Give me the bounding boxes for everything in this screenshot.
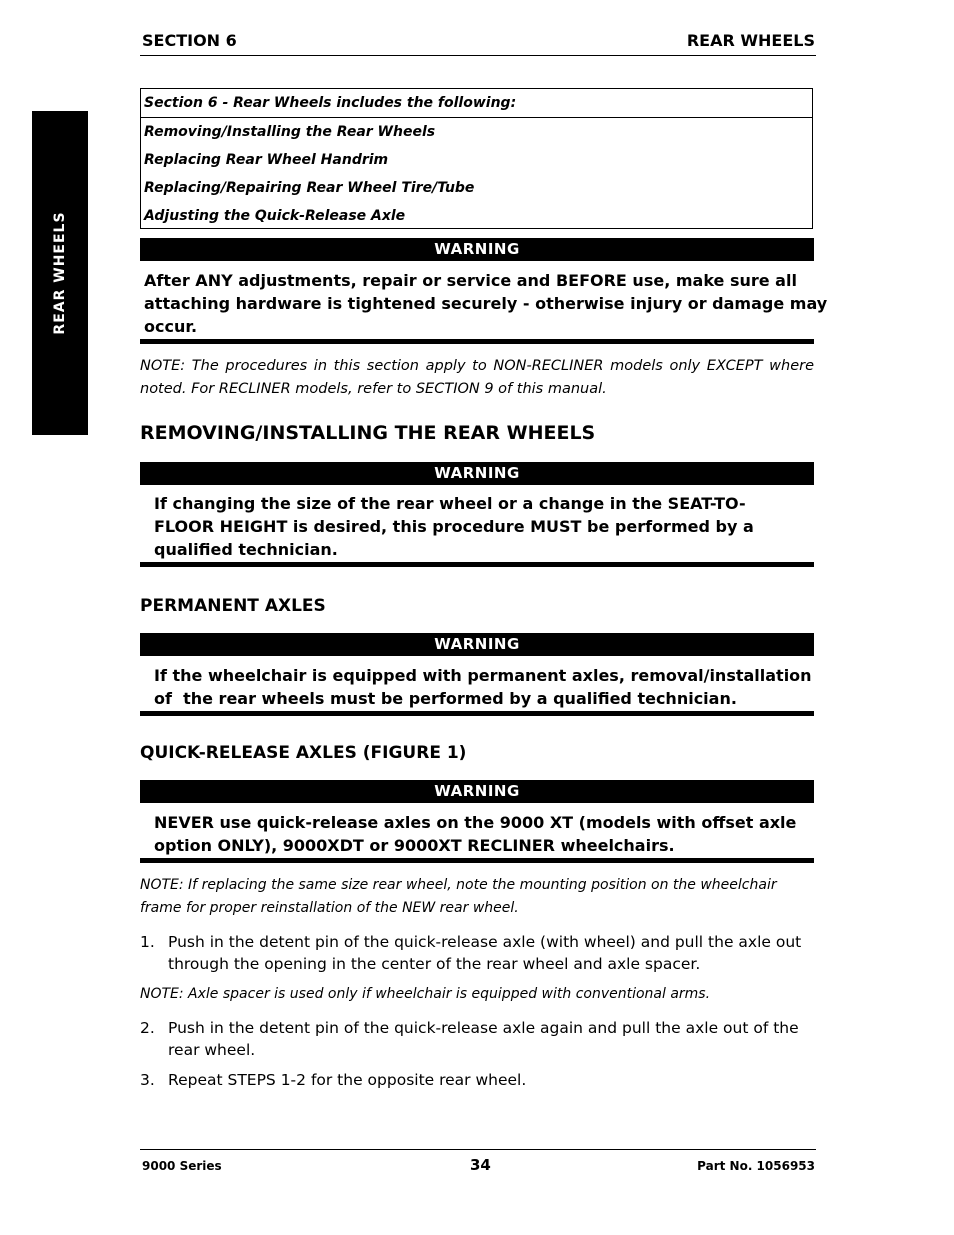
warning-banner: WARNING	[140, 462, 814, 485]
warning-banner: WARNING	[140, 780, 814, 803]
warning-line: occur.	[144, 317, 198, 336]
step-text: Repeat STEPS 1-2 for the opposite rear wheel.	[168, 1071, 527, 1089]
contents-item: Removing/Installing the Rear Wheels	[144, 124, 436, 140]
page-number: 34	[470, 1156, 491, 1174]
section-label: SECTION 6	[142, 31, 237, 50]
footer-series: 9000 Series	[142, 1159, 222, 1173]
subsection-heading: QUICK-RELEASE AXLES (FIGURE 1)	[140, 743, 467, 763]
note-text: NOTE: Axle spacer is used only if wheelchair is equipped with conventional arms.	[140, 986, 711, 1002]
footer-part-number: Part No. 1056953	[697, 1159, 815, 1173]
note-text: NOTE: The procedures in this section apply to NON-RECLINER models only EXCEPT where noted. For RECLINER models, refer to SECTION 9 of this manual.	[140, 358, 814, 397]
warning-line: option ONLY), 9000XDT or 9000XT RECLINER wheelchairs.	[154, 836, 675, 855]
side-tab-label: REAR WHEELS	[52, 211, 68, 335]
warning-line: attaching hardware is tightened securely - otherwise injury or damage may	[144, 294, 828, 313]
step-number: 2.	[140, 1019, 155, 1037]
warning-rule	[140, 562, 814, 567]
warning-line: NEVER use quick-release axles on the 9000 XT (models with offset axle	[154, 813, 797, 832]
side-tab	[32, 111, 88, 435]
warning-banner: WARNING	[140, 633, 814, 656]
warning-text	[154, 492, 754, 561]
warning-line: If changing the size of the rear wheel or a change in the SEAT-TO-	[154, 494, 746, 513]
contents-item: Replacing/Repairing Rear Wheel Tire/Tube	[144, 180, 475, 196]
section-contents-box	[140, 88, 813, 229]
step-text: Push in the detent pin of the quick-release axle again and pull the axle out of the rear wheel.	[168, 1019, 799, 1059]
warning-text	[144, 269, 827, 338]
header-rule	[140, 55, 816, 56]
warning-line: qualified technician.	[154, 540, 338, 559]
step-text: Push in the detent pin of the quick-release axle (with wheel) and pull the axle out through the opening in the center of the rear wheel and axle spacer.	[168, 933, 802, 973]
note-text: NOTE: If replacing the same size rear wheel, note the mounting position on the wheelchair frame for proper reinstallation of the NEW rear wheel.	[140, 877, 777, 916]
step-number: 3.	[140, 1071, 155, 1089]
procedure-step	[140, 1017, 814, 1061]
warning-line: If the wheelchair is equipped with permanent axles, removal/installation	[154, 666, 812, 685]
contents-item: Adjusting the Quick-Release Axle	[144, 208, 406, 224]
warning-line: After ANY adjustments, repair or service and BEFORE use, make sure all	[144, 271, 797, 290]
warning-text	[154, 811, 796, 857]
warning-rule	[140, 711, 814, 716]
procedure-step	[140, 931, 814, 975]
warning-banner: WARNING	[140, 238, 814, 261]
warning-text	[154, 664, 812, 710]
step-number: 1.	[140, 933, 155, 951]
page-title: REAR WHEELS	[686, 31, 815, 50]
contents-item: Replacing Rear Wheel Handrim	[144, 152, 389, 168]
subsection-heading: PERMANENT AXLES	[140, 596, 326, 616]
warning-rule	[140, 858, 814, 863]
section-heading: REMOVING/INSTALLING THE REAR WHEELS	[140, 422, 596, 444]
contents-heading: Section 6 - Rear Wheels includes the following:	[141, 89, 812, 118]
warning-line: of the rear wheels must be performed by a qualified technician.	[154, 689, 737, 708]
procedure-step	[140, 1069, 814, 1091]
footer-rule	[140, 1149, 816, 1150]
warning-rule	[140, 339, 814, 344]
warning-line: FLOOR HEIGHT is desired, this procedure MUST be performed by a	[154, 517, 754, 536]
